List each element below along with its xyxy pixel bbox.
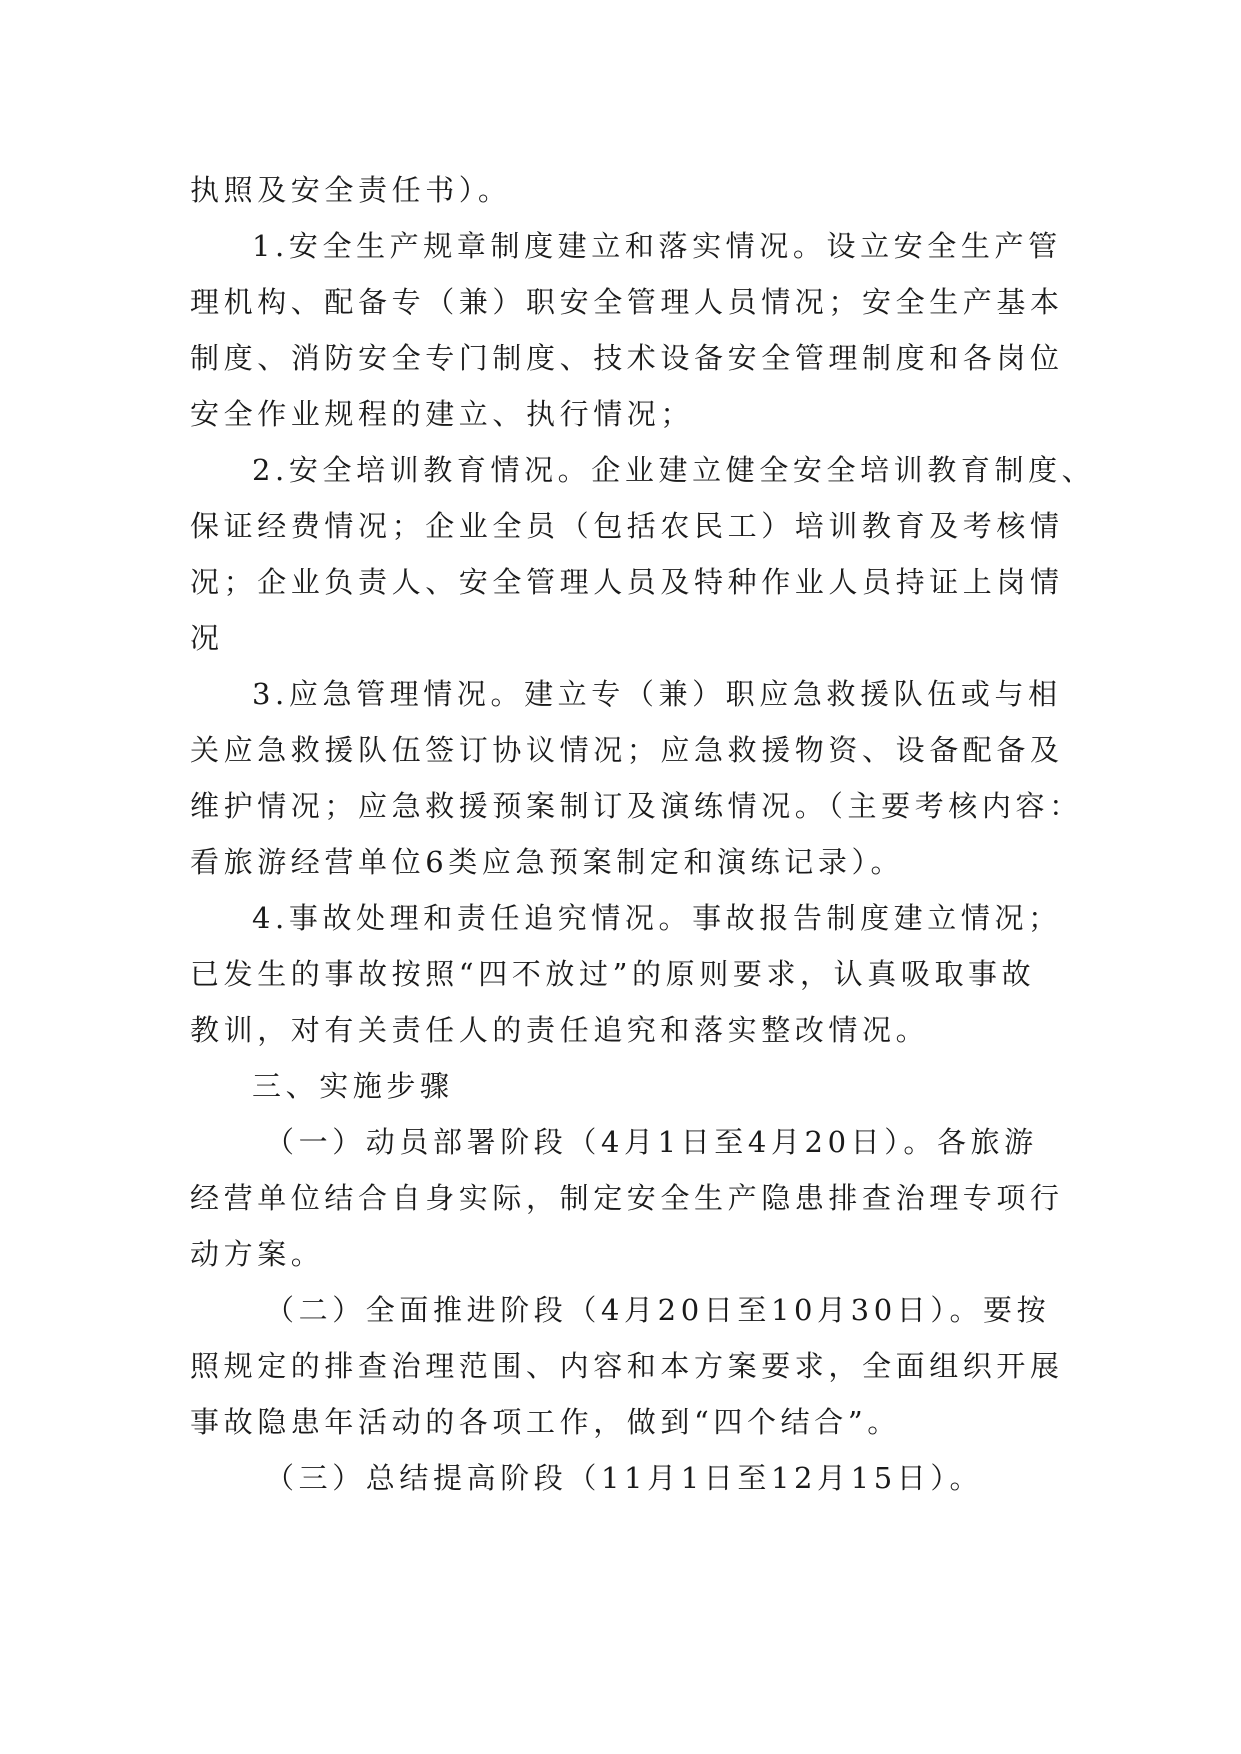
step-2-heading-line: （二）全面推进阶段（4月20日至10月30日）。要按: [265, 1293, 1051, 1327]
text-line-8: 况；企业负责人、安全管理人员及特种作业人员持证上岗情: [190, 565, 1064, 599]
step-3-heading-line: （三）总结提高阶段（11月1日至12月15日）。: [265, 1461, 984, 1495]
text-line-19: 经营单位结合自身实际，制定安全生产隐患排查治理专项行: [190, 1181, 1064, 1215]
text-line-1: 执照及安全责任书）。: [190, 173, 512, 207]
text-line-15: 已发生的事故按照“四不放过”的原则要求，认真吸取事故: [190, 957, 1036, 991]
step-1-heading-line: （一）动员部署阶段（4月1日至4月20日）。各旅游: [265, 1125, 1038, 1159]
text-line-9: 况: [190, 621, 224, 655]
item-4-heading-line: 4.事故处理和责任追究情况。事故报告制度建立情况；: [252, 901, 1062, 935]
item-3-heading-line: 3.应急管理情况。建立专（兼）职应急救援队伍或与相: [252, 677, 1062, 711]
text-line-20: 动方案。: [190, 1237, 325, 1271]
text-line-12: 维护情况；应急救援预案制订及演练情况。（主要考核内容：: [190, 789, 1083, 823]
text-line-13: 看旅游经营单位6类应急预案制定和演练记录）。: [190, 845, 905, 879]
text-line-3: 理机构、配备专（兼）职安全管理人员情况；安全生产基本: [190, 285, 1064, 319]
text-line-16: 教训，对有关责任人的责任追究和落实整改情况。: [190, 1013, 930, 1047]
text-line-4: 制度、消防安全专门制度、技术设备安全管理制度和各岗位: [190, 341, 1064, 375]
text-line-23: 事故隐患年活动的各项工作，做到“四个结合”。: [190, 1405, 901, 1439]
text-line-22: 照规定的排查治理范围、内容和本方案要求，全面组织开展: [190, 1349, 1064, 1383]
text-line-7: 保证经费情况；企业全员（包括农民工）培训教育及考核情: [190, 509, 1064, 543]
item-2-heading-line: 2.安全培训教育情况。企业建立健全安全培训教育制度、: [252, 453, 1096, 487]
text-line-5: 安全作业规程的建立、执行情况；: [190, 397, 695, 431]
text-line-11: 关应急救援队伍签订协议情况；应急救援物资、设备配备及: [190, 733, 1064, 767]
section-3-heading: 三、实施步骤: [252, 1069, 454, 1103]
item-1-heading-line: 1.安全生产规章制度建立和落实情况。设立安全生产管: [252, 229, 1062, 263]
